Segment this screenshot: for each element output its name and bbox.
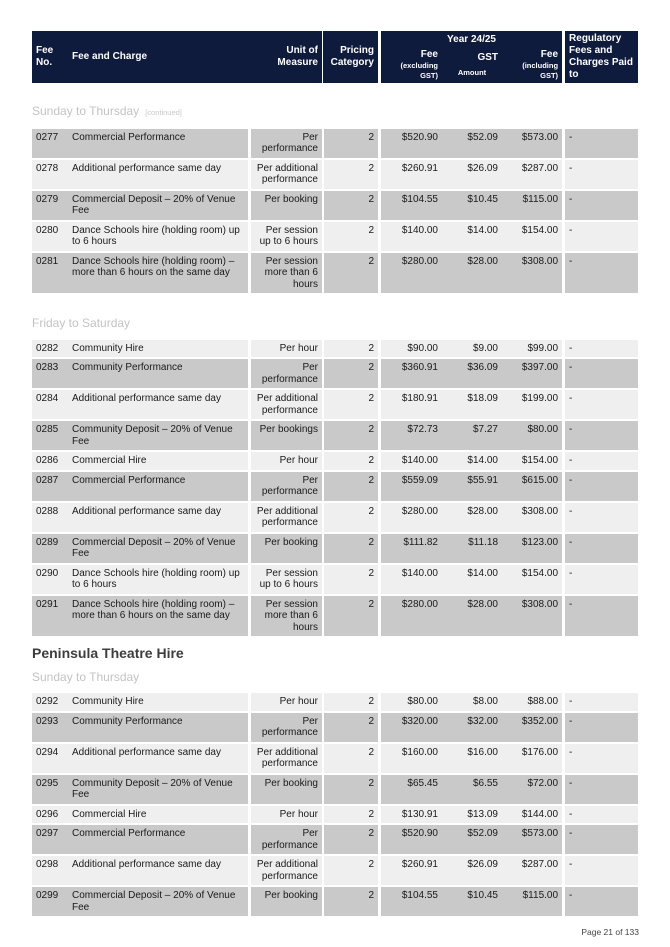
fee-name-cell: Dance Schools hire (holding room) – more than 6 hours on the same day bbox=[68, 596, 248, 639]
regulatory-cell: - bbox=[562, 534, 638, 565]
unit-cell: Per performance bbox=[248, 472, 322, 503]
unit-cell: Per booking bbox=[248, 887, 322, 918]
fee-excl-cell: $72.73 bbox=[378, 421, 442, 452]
table-row bbox=[32, 421, 638, 452]
fee-no-cell: 0288 bbox=[32, 503, 68, 534]
fee-name-cell: Additional performance same day bbox=[68, 503, 248, 534]
regulatory-cell: - bbox=[562, 359, 638, 390]
unit-cell: Per hour bbox=[248, 806, 322, 826]
fee-incl-cell: $308.00 bbox=[502, 253, 562, 296]
header-pricing-category: Pricing Category bbox=[322, 31, 378, 83]
fee-excl-cell: $111.82 bbox=[378, 534, 442, 565]
gst-cell: $11.18 bbox=[442, 534, 502, 565]
fee-excl-cell: $180.91 bbox=[378, 390, 442, 421]
table-row bbox=[32, 472, 638, 503]
fee-name-cell: Commercial Hire bbox=[68, 806, 248, 826]
fee-table-header bbox=[32, 31, 638, 83]
gst-cell: $26.09 bbox=[442, 160, 502, 191]
fee-excl-cell: $104.55 bbox=[378, 191, 442, 222]
unit-cell: Per additional performance bbox=[248, 503, 322, 534]
unit-cell: Per bookings bbox=[248, 421, 322, 452]
fee-name-cell: Commercial Deposit – 20% of Venue Fee bbox=[68, 534, 248, 565]
fee-excl-cell: $520.90 bbox=[378, 825, 442, 856]
fee-incl-cell: $154.00 bbox=[502, 452, 562, 472]
regulatory-cell: - bbox=[562, 503, 638, 534]
table-row bbox=[32, 596, 638, 639]
fee-no-cell: 0285 bbox=[32, 421, 68, 452]
header-fee-excl-note: (excluding GST) bbox=[400, 61, 438, 80]
fee-incl-cell: $573.00 bbox=[502, 825, 562, 856]
table-row bbox=[32, 191, 638, 222]
section-header bbox=[32, 295, 638, 340]
table-row bbox=[32, 825, 638, 856]
fee-no-cell: 0278 bbox=[32, 160, 68, 191]
fee-no-cell: 0290 bbox=[32, 565, 68, 596]
fee-name-cell: Additional performance same day bbox=[68, 856, 248, 887]
regulatory-cell: - bbox=[562, 713, 638, 744]
pricing-category-cell: 2 bbox=[322, 806, 378, 826]
unit-cell: Per performance bbox=[248, 713, 322, 744]
pricing-category-cell: 2 bbox=[322, 503, 378, 534]
fee-name-cell: Additional performance same day bbox=[68, 390, 248, 421]
fee-no-cell: 0280 bbox=[32, 222, 68, 253]
unit-cell: Per additional performance bbox=[248, 160, 322, 191]
fee-no-cell: 0299 bbox=[32, 887, 68, 918]
table-row bbox=[32, 390, 638, 421]
pricing-category-cell: 2 bbox=[322, 887, 378, 918]
fee-excl-cell: $520.90 bbox=[378, 129, 442, 160]
pricing-category-cell: 2 bbox=[322, 775, 378, 806]
gst-cell: $32.00 bbox=[442, 713, 502, 744]
gst-cell: $10.45 bbox=[442, 191, 502, 222]
fee-name-cell: Dance Schools hire (holding room) – more than 6 hours on the same day bbox=[68, 253, 248, 296]
fee-no-cell: 0291 bbox=[32, 596, 68, 639]
header-gst bbox=[442, 47, 502, 83]
regulatory-cell: - bbox=[562, 887, 638, 918]
fee-excl-cell: $280.00 bbox=[378, 596, 442, 639]
unit-cell: Per session more than 6 hours bbox=[248, 596, 322, 639]
pricing-category-cell: 2 bbox=[322, 744, 378, 775]
fee-excl-cell: $104.55 bbox=[378, 887, 442, 918]
fee-excl-cell: $140.00 bbox=[378, 452, 442, 472]
unit-cell: Per hour bbox=[248, 693, 322, 713]
pricing-category-cell: 2 bbox=[322, 534, 378, 565]
fee-incl-cell: $176.00 bbox=[502, 744, 562, 775]
pricing-category-cell: 2 bbox=[322, 359, 378, 390]
fee-no-cell: 0277 bbox=[32, 129, 68, 160]
table-row bbox=[32, 452, 638, 472]
fee-incl-cell: $72.00 bbox=[502, 775, 562, 806]
fee-no-cell: 0295 bbox=[32, 775, 68, 806]
gst-cell: $28.00 bbox=[442, 503, 502, 534]
table-row bbox=[32, 744, 638, 775]
section-header bbox=[32, 668, 638, 694]
fee-name-cell: Dance Schools hire (holding room) up to 6 hours bbox=[68, 222, 248, 253]
pricing-category-cell: 2 bbox=[322, 222, 378, 253]
table-row bbox=[32, 775, 638, 806]
fee-name-cell: Commercial Deposit – 20% of Venue Fee bbox=[68, 191, 248, 222]
fee-schedule-page bbox=[32, 31, 638, 918]
fee-excl-cell: $360.91 bbox=[378, 359, 442, 390]
regulatory-cell: - bbox=[562, 253, 638, 296]
regulatory-cell: - bbox=[562, 129, 638, 160]
header-unit-of-measure: Unit of Measure bbox=[248, 31, 322, 83]
section-title: Sunday to Thursday bbox=[32, 104, 140, 118]
unit-cell: Per performance bbox=[248, 825, 322, 856]
fee-excl-cell: $90.00 bbox=[378, 340, 442, 360]
fee-table-body bbox=[32, 83, 638, 918]
header-gst-note: Amount bbox=[457, 68, 487, 77]
gst-cell: $18.09 bbox=[442, 390, 502, 421]
pricing-category-cell: 2 bbox=[322, 693, 378, 713]
table-row bbox=[32, 503, 638, 534]
unit-cell: Per additional performance bbox=[248, 390, 322, 421]
fee-name-cell: Community Hire bbox=[68, 340, 248, 360]
fee-no-cell: 0282 bbox=[32, 340, 68, 360]
table-row bbox=[32, 359, 638, 390]
fee-no-cell: 0283 bbox=[32, 359, 68, 390]
fee-incl-cell: $615.00 bbox=[502, 472, 562, 503]
pricing-category-cell: 2 bbox=[322, 129, 378, 160]
unit-cell: Per hour bbox=[248, 340, 322, 360]
regulatory-cell: - bbox=[562, 222, 638, 253]
unit-cell: Per session up to 6 hours bbox=[248, 565, 322, 596]
fee-excl-cell: $80.00 bbox=[378, 693, 442, 713]
gst-cell: $7.27 bbox=[442, 421, 502, 452]
table-row bbox=[32, 565, 638, 596]
header-fee-excl-label: Fee bbox=[420, 49, 438, 60]
fee-name-cell: Commercial Performance bbox=[68, 129, 248, 160]
fee-table bbox=[32, 31, 638, 918]
regulatory-cell: - bbox=[562, 775, 638, 806]
header-fee-excl bbox=[378, 47, 442, 83]
fee-name-cell: Dance Schools hire (holding room) up to 6 hours bbox=[68, 565, 248, 596]
gst-cell: $6.55 bbox=[442, 775, 502, 806]
fee-no-cell: 0294 bbox=[32, 744, 68, 775]
fee-name-cell: Commercial Hire bbox=[68, 452, 248, 472]
table-row bbox=[32, 222, 638, 253]
gst-cell: $28.00 bbox=[442, 253, 502, 296]
fee-incl-cell: $99.00 bbox=[502, 340, 562, 360]
regulatory-cell: - bbox=[562, 693, 638, 713]
regulatory-cell: - bbox=[562, 452, 638, 472]
fee-no-cell: 0296 bbox=[32, 806, 68, 826]
header-regulatory: Regulatory Fees and Charges Paid to bbox=[562, 31, 638, 83]
fee-name-cell: Community Deposit – 20% of Venue Fee bbox=[68, 421, 248, 452]
fee-incl-cell: $397.00 bbox=[502, 359, 562, 390]
fee-no-cell: 0297 bbox=[32, 825, 68, 856]
regulatory-cell: - bbox=[562, 160, 638, 191]
regulatory-cell: - bbox=[562, 565, 638, 596]
unit-cell: Per booking bbox=[248, 191, 322, 222]
header-fee-incl-note: (including GST) bbox=[522, 61, 559, 80]
fee-no-cell: 0281 bbox=[32, 253, 68, 296]
gst-cell: $13.09 bbox=[442, 806, 502, 826]
gst-cell: $36.09 bbox=[442, 359, 502, 390]
gst-cell: $14.00 bbox=[442, 452, 502, 472]
fee-name-cell: Commercial Performance bbox=[68, 825, 248, 856]
fee-incl-cell: $199.00 bbox=[502, 390, 562, 421]
fee-incl-cell: $287.00 bbox=[502, 856, 562, 887]
regulatory-cell: - bbox=[562, 421, 638, 452]
gst-cell: $26.09 bbox=[442, 856, 502, 887]
fee-excl-cell: $160.00 bbox=[378, 744, 442, 775]
fee-excl-cell: $260.91 bbox=[378, 160, 442, 191]
header-fee-no: Fee No. bbox=[32, 31, 68, 83]
gst-cell: $8.00 bbox=[442, 693, 502, 713]
fee-excl-cell: $140.00 bbox=[378, 565, 442, 596]
regulatory-cell: - bbox=[562, 825, 638, 856]
table-row bbox=[32, 253, 638, 296]
unit-cell: Per additional performance bbox=[248, 856, 322, 887]
gst-cell: $16.00 bbox=[442, 744, 502, 775]
fee-no-cell: 0287 bbox=[32, 472, 68, 503]
regulatory-cell: - bbox=[562, 596, 638, 639]
table-row bbox=[32, 887, 638, 918]
pricing-category-cell: 2 bbox=[322, 596, 378, 639]
unit-cell: Per hour bbox=[248, 452, 322, 472]
header-fee-and-charge: Fee and Charge bbox=[68, 31, 248, 83]
fee-name-cell: Community Deposit – 20% of Venue Fee bbox=[68, 775, 248, 806]
header-fee-incl bbox=[502, 47, 562, 83]
fee-incl-cell: $573.00 bbox=[502, 129, 562, 160]
regulatory-cell: - bbox=[562, 340, 638, 360]
pricing-category-cell: 2 bbox=[322, 825, 378, 856]
regulatory-cell: - bbox=[562, 806, 638, 826]
fee-name-cell: Community Performance bbox=[68, 713, 248, 744]
table-row bbox=[32, 340, 638, 360]
pricing-category-cell: 2 bbox=[322, 565, 378, 596]
fee-name-cell: Commercial Performance bbox=[68, 472, 248, 503]
regulatory-cell: - bbox=[562, 472, 638, 503]
fee-incl-cell: $154.00 bbox=[502, 565, 562, 596]
unit-cell: Per performance bbox=[248, 129, 322, 160]
table-row bbox=[32, 534, 638, 565]
fee-excl-cell: $140.00 bbox=[378, 222, 442, 253]
fee-incl-cell: $80.00 bbox=[502, 421, 562, 452]
gst-cell: $55.91 bbox=[442, 472, 502, 503]
table-row bbox=[32, 806, 638, 826]
regulatory-cell: - bbox=[562, 390, 638, 421]
section-title: Sunday to Thursday bbox=[32, 669, 140, 684]
section-header bbox=[32, 83, 638, 129]
gst-cell: $52.09 bbox=[442, 825, 502, 856]
fee-no-cell: 0292 bbox=[32, 693, 68, 713]
fee-excl-cell: $280.00 bbox=[378, 253, 442, 296]
fee-incl-cell: $115.00 bbox=[502, 887, 562, 918]
fee-name-cell: Commercial Deposit – 20% of Venue Fee bbox=[68, 887, 248, 918]
unit-cell: Per additional performance bbox=[248, 744, 322, 775]
gst-cell: $10.45 bbox=[442, 887, 502, 918]
pricing-category-cell: 2 bbox=[322, 856, 378, 887]
regulatory-cell: - bbox=[562, 191, 638, 222]
regulatory-cell: - bbox=[562, 744, 638, 775]
fee-incl-cell: $352.00 bbox=[502, 713, 562, 744]
pricing-category-cell: 2 bbox=[322, 421, 378, 452]
gst-cell: $14.00 bbox=[442, 565, 502, 596]
fee-no-cell: 0293 bbox=[32, 713, 68, 744]
fee-name-cell: Community Hire bbox=[68, 693, 248, 713]
fee-no-cell: 0298 bbox=[32, 856, 68, 887]
fee-incl-cell: $154.00 bbox=[502, 222, 562, 253]
section-continued-note: [continued] bbox=[145, 108, 182, 117]
table-row bbox=[32, 856, 638, 887]
gst-cell: $52.09 bbox=[442, 129, 502, 160]
pricing-category-cell: 2 bbox=[322, 390, 378, 421]
fee-excl-cell: $130.91 bbox=[378, 806, 442, 826]
fee-excl-cell: $280.00 bbox=[378, 503, 442, 534]
unit-cell: Per session up to 6 hours bbox=[248, 222, 322, 253]
header-fee-incl-label: Fee bbox=[540, 49, 559, 60]
unit-cell: Per booking bbox=[248, 534, 322, 565]
fee-excl-cell: $65.45 bbox=[378, 775, 442, 806]
gst-cell: $9.00 bbox=[442, 340, 502, 360]
pricing-category-cell: 2 bbox=[322, 340, 378, 360]
unit-cell: Per session more than 6 hours bbox=[248, 253, 322, 296]
section-title: Friday to Saturday bbox=[32, 316, 131, 330]
fee-excl-cell: $260.91 bbox=[378, 856, 442, 887]
table-row bbox=[32, 129, 638, 160]
fee-excl-cell: $320.00 bbox=[378, 713, 442, 744]
regulatory-cell: - bbox=[562, 856, 638, 887]
fee-excl-cell: $559.09 bbox=[378, 472, 442, 503]
header-year: Year 24/25 bbox=[378, 31, 562, 47]
fee-name-cell: Community Performance bbox=[68, 359, 248, 390]
fee-incl-cell: $123.00 bbox=[502, 534, 562, 565]
fee-no-cell: 0279 bbox=[32, 191, 68, 222]
gst-cell: $28.00 bbox=[442, 596, 502, 639]
fee-name-cell: Additional performance same day bbox=[68, 160, 248, 191]
pricing-category-cell: 2 bbox=[322, 452, 378, 472]
fee-incl-cell: $144.00 bbox=[502, 806, 562, 826]
fee-incl-cell: $287.00 bbox=[502, 160, 562, 191]
group-title: Peninsula Theatre Hire bbox=[32, 638, 638, 668]
fee-no-cell: 0284 bbox=[32, 390, 68, 421]
gst-cell: $14.00 bbox=[442, 222, 502, 253]
page-number: Page 21 of 133 bbox=[581, 927, 639, 937]
table-row bbox=[32, 160, 638, 191]
fee-no-cell: 0286 bbox=[32, 452, 68, 472]
table-row bbox=[32, 693, 638, 713]
pricing-category-cell: 2 bbox=[322, 253, 378, 296]
pricing-category-cell: 2 bbox=[322, 160, 378, 191]
unit-cell: Per booking bbox=[248, 775, 322, 806]
table-row bbox=[32, 713, 638, 744]
fee-incl-cell: $115.00 bbox=[502, 191, 562, 222]
pricing-category-cell: 2 bbox=[322, 472, 378, 503]
pricing-category-cell: 2 bbox=[322, 191, 378, 222]
header-gst-label: GST bbox=[477, 52, 498, 63]
unit-cell: Per performance bbox=[248, 359, 322, 390]
fee-no-cell: 0289 bbox=[32, 534, 68, 565]
fee-name-cell: Additional performance same day bbox=[68, 744, 248, 775]
fee-incl-cell: $308.00 bbox=[502, 503, 562, 534]
pricing-category-cell: 2 bbox=[322, 713, 378, 744]
fee-incl-cell: $308.00 bbox=[502, 596, 562, 639]
fee-incl-cell: $88.00 bbox=[502, 693, 562, 713]
